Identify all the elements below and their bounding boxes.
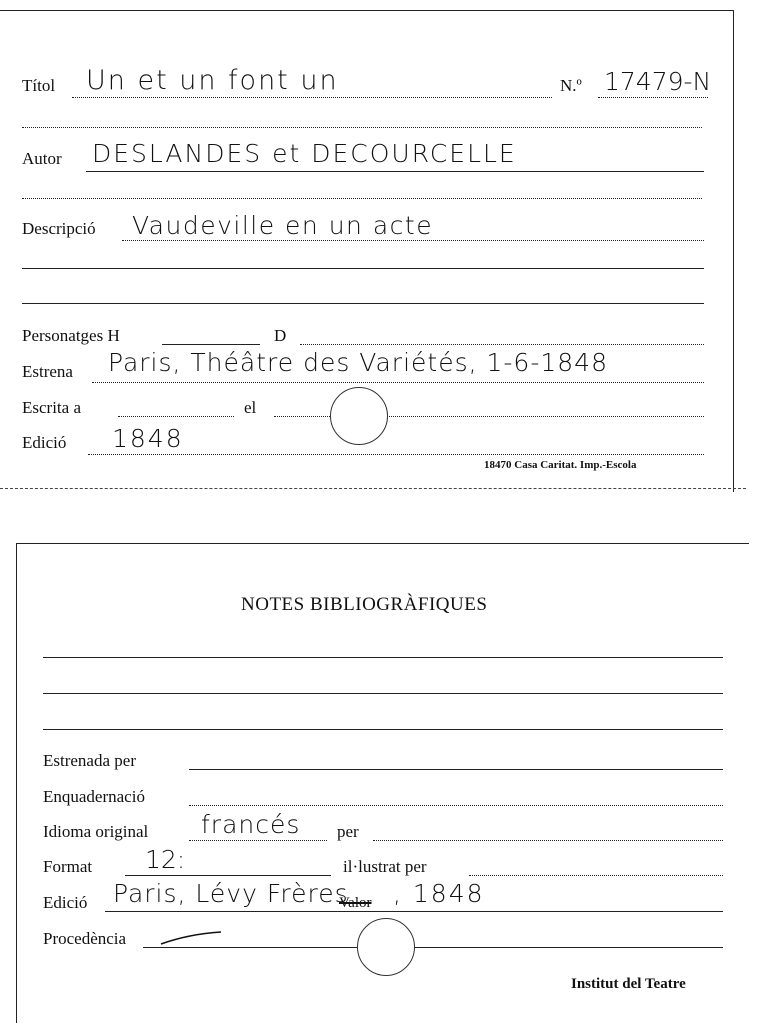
autor-label: Autor <box>22 149 62 168</box>
titol-value: Un et un font un <box>86 65 339 96</box>
personatges-d-line <box>300 344 704 345</box>
escrita-line <box>118 416 234 417</box>
autor-value: DESLANDES et DECOURCELLE <box>92 139 517 168</box>
edicio-label-2: Edició <box>43 893 88 912</box>
card-edge <box>0 488 746 489</box>
catalog-card-front <box>0 10 734 492</box>
numero-value: 17479-N <box>604 67 712 96</box>
notes-line-1 <box>43 657 723 658</box>
descripcio-extra-line-2 <box>22 303 704 304</box>
enquadernacio-label: Enquadernació <box>43 787 145 806</box>
escrita-el-label: el <box>244 398 257 417</box>
estrena-label: Estrena <box>22 362 73 381</box>
idioma-label: Idioma original <box>43 822 149 841</box>
illustrat-line <box>469 875 723 876</box>
titol-line <box>72 97 552 98</box>
titol-continuation-line <box>22 127 702 128</box>
catalog-card-back <box>16 543 749 1023</box>
escrita-label: Escrita a <box>22 398 81 417</box>
descripcio-value: Vaudeville en un acte <box>132 211 434 240</box>
idioma-line <box>189 840 327 841</box>
pen-stroke-mark <box>159 928 223 948</box>
institution-label: Institut del Teatre <box>571 976 686 992</box>
per-line <box>373 840 723 841</box>
estrenada-label: Estrenada per <box>43 751 136 770</box>
edicio-label: Edició <box>22 433 67 452</box>
illustrat-label: il·lustrat per <box>343 857 427 876</box>
procedencia-line <box>143 947 723 948</box>
procedencia-label: Procedència <box>43 929 127 948</box>
edicio-value: 1848 <box>112 424 184 453</box>
edicio-year-2: , 1848 <box>393 879 485 908</box>
descripcio-label: Descripció <box>22 219 96 238</box>
personatges-d-label: D <box>274 326 287 345</box>
titol-label: Títol <box>22 76 56 95</box>
edicio-struck-word: Valor <box>339 895 372 911</box>
numero-line <box>598 97 708 98</box>
notes-line-2 <box>43 693 723 694</box>
descripcio-extra-line-1 <box>22 268 704 269</box>
format-value: 12: <box>145 845 186 874</box>
edicio-line <box>88 454 704 455</box>
imprint-text: 18470 Casa Caritat. Imp.-Escola <box>484 459 637 471</box>
per-label: per <box>337 822 359 841</box>
descripcio-line <box>122 240 704 241</box>
estrenada-line <box>189 769 723 770</box>
idioma-value: francés <box>201 810 301 839</box>
notes-heading: NOTES BIBLIOGRÀFIQUES <box>241 594 488 615</box>
autor-continuation-line <box>22 198 702 199</box>
notes-line-3 <box>43 729 723 730</box>
numero-label: N.º <box>560 76 582 95</box>
personatges-h-line <box>162 344 260 345</box>
estrena-value: Paris, Théâtre des Variétés, 1-6-1848 <box>108 348 608 377</box>
punch-hole <box>330 387 388 445</box>
punch-hole-2 <box>357 918 415 976</box>
autor-line <box>86 171 704 172</box>
format-line <box>125 875 331 876</box>
enquadernacio-line <box>189 805 723 806</box>
edicio-value-2: Paris, Lévy Frères <box>113 879 349 908</box>
estrena-line <box>92 382 704 383</box>
personatges-label: Personatges H <box>22 326 120 345</box>
edicio-line-2 <box>105 911 723 912</box>
format-label: Format <box>43 857 93 876</box>
